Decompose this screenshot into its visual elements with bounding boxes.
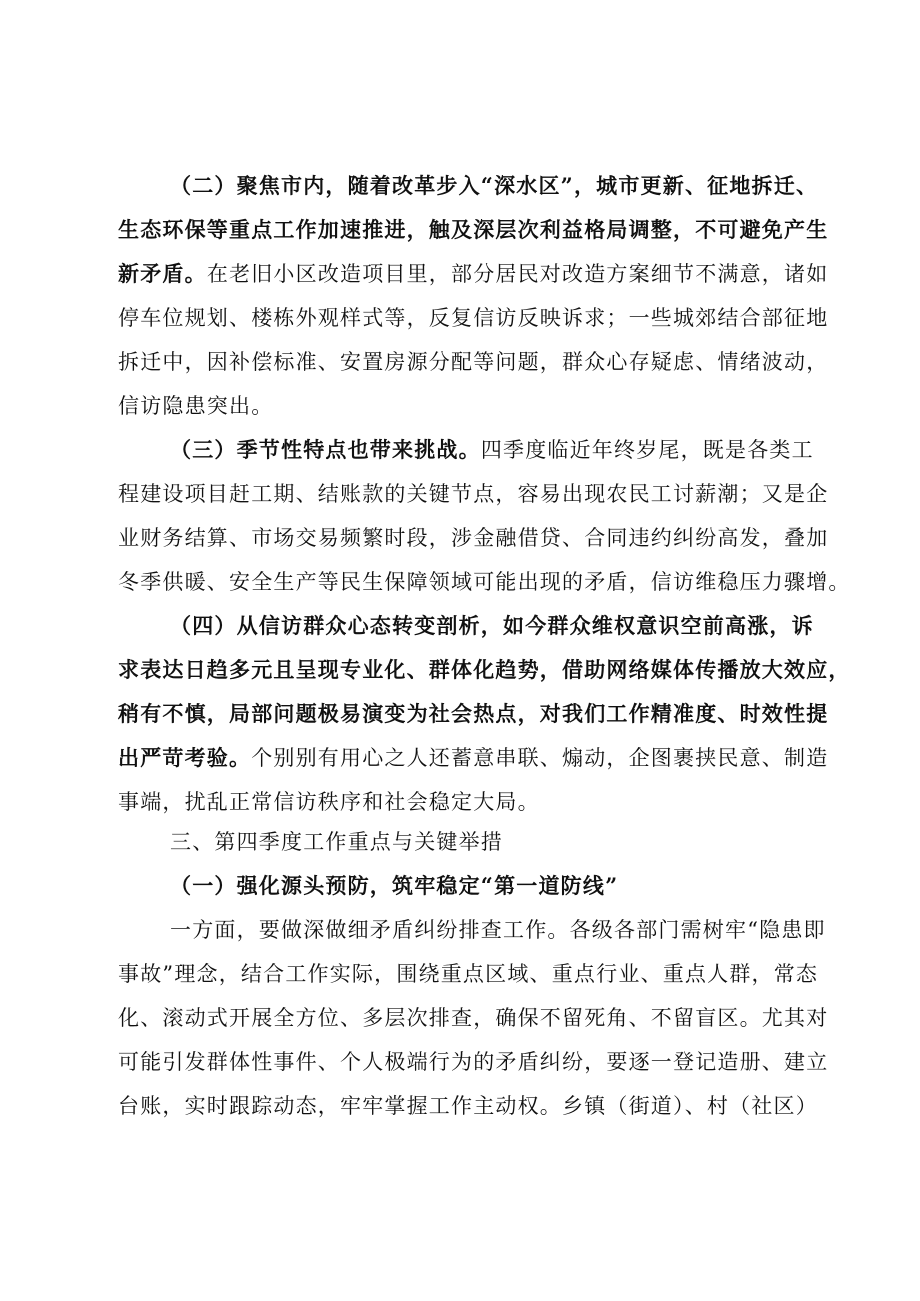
text-line <box>118 298 829 338</box>
text-line <box>170 606 818 646</box>
body-text: 程建设项目赶工期、结账款的关键节点，容易出现农民工讨薪潮；又是企 <box>118 482 829 506</box>
body-text: 信访隐患突出。 <box>118 394 274 418</box>
body-text: 在老旧小区改造项目里，部分居民对改造方案细节不满意，诸如 <box>206 262 829 286</box>
text-line <box>118 782 818 822</box>
text-line <box>118 518 829 558</box>
bold-text: （三）季节性特点也带来挑战。 <box>170 437 481 462</box>
body-text: 拆迁中，因补偿标准、安置房源分配等问题，群众心存疑虑、情绪波动， <box>118 350 829 374</box>
text-line <box>118 474 829 514</box>
text-line <box>118 210 829 250</box>
text-line <box>118 386 818 426</box>
text-line <box>118 254 829 294</box>
text-line <box>118 342 829 382</box>
text-line: 台账，实时跟踪动态，牢牢掌握工作主动权。乡镇（街道）、村（社区） <box>118 1094 818 1118</box>
text-line <box>118 650 851 690</box>
text-line <box>170 430 818 470</box>
text-line <box>118 738 829 778</box>
bold-text: 出严苛考验。 <box>118 745 252 770</box>
section-heading: 三、第四季度工作重点与关键举措 <box>170 830 503 854</box>
body-text: 冬季供暖、安全生产等民生保障领域可能出现的矛盾，信访维稳压力骤增。 <box>118 570 851 594</box>
body-text: 个别别有用心之人还蓄意串联、煽动，企图裹挟民意、制造 <box>251 746 829 770</box>
text-line <box>118 562 851 602</box>
subheading: （一）强化源头预防，筑牢稳定“第一道防线” <box>170 873 619 898</box>
text-line: 可能引发群体性事件、个人极端行为的矛盾纠纷，要逐一登记造册、建立 <box>118 1050 829 1074</box>
text-line: 化、滚动式开展全方位、多层次排查，确保不留死角、不留盲区。尤其对 <box>118 1006 829 1030</box>
bold-text: 稍有不慎，局部问题极易演变为社会热点，对我们工作精准度、时效性提 <box>118 701 829 726</box>
text-line <box>170 166 818 206</box>
bold-text: 新矛盾。 <box>118 261 207 286</box>
body-text: 停车位规划、楼栋外观样式等，反复信访反映诉求；一些城郊结合部征地 <box>118 306 829 330</box>
bold-text: 生态环保等重点工作加速推进，触及深层次利益格局调整，不可避免产生 <box>118 217 829 242</box>
body-text: 业财务结算、市场交易频繁时段，涉金融借贷、合同违约纠纷高发，叠加 <box>118 526 829 550</box>
text-line: 一方面，要做深做细矛盾纠纷排查工作。各级各部门需树牢“隐患即 <box>170 918 826 942</box>
bold-text: （四）从信访群众心态转变剖析，如今群众维权意识空前高涨，诉 <box>170 613 814 638</box>
text-line <box>118 694 829 734</box>
bold-text: 求表达日趋多元且呈现专业化、群体化趋势，借助网络媒体传播放大效应， <box>118 657 851 682</box>
body-text: 事端，扰乱正常信访秩序和社会稳定大局。 <box>118 790 540 814</box>
text-line: 事故”理念，结合工作实际，围绕重点区域、重点行业、重点人群，常态 <box>118 962 819 986</box>
body-text: 四季度临近年终岁尾，既是各类工 <box>480 438 814 462</box>
bold-text: （二）聚焦市内，随着改革步入“深水区”，城市更新、征地拆迁、 <box>170 173 819 198</box>
